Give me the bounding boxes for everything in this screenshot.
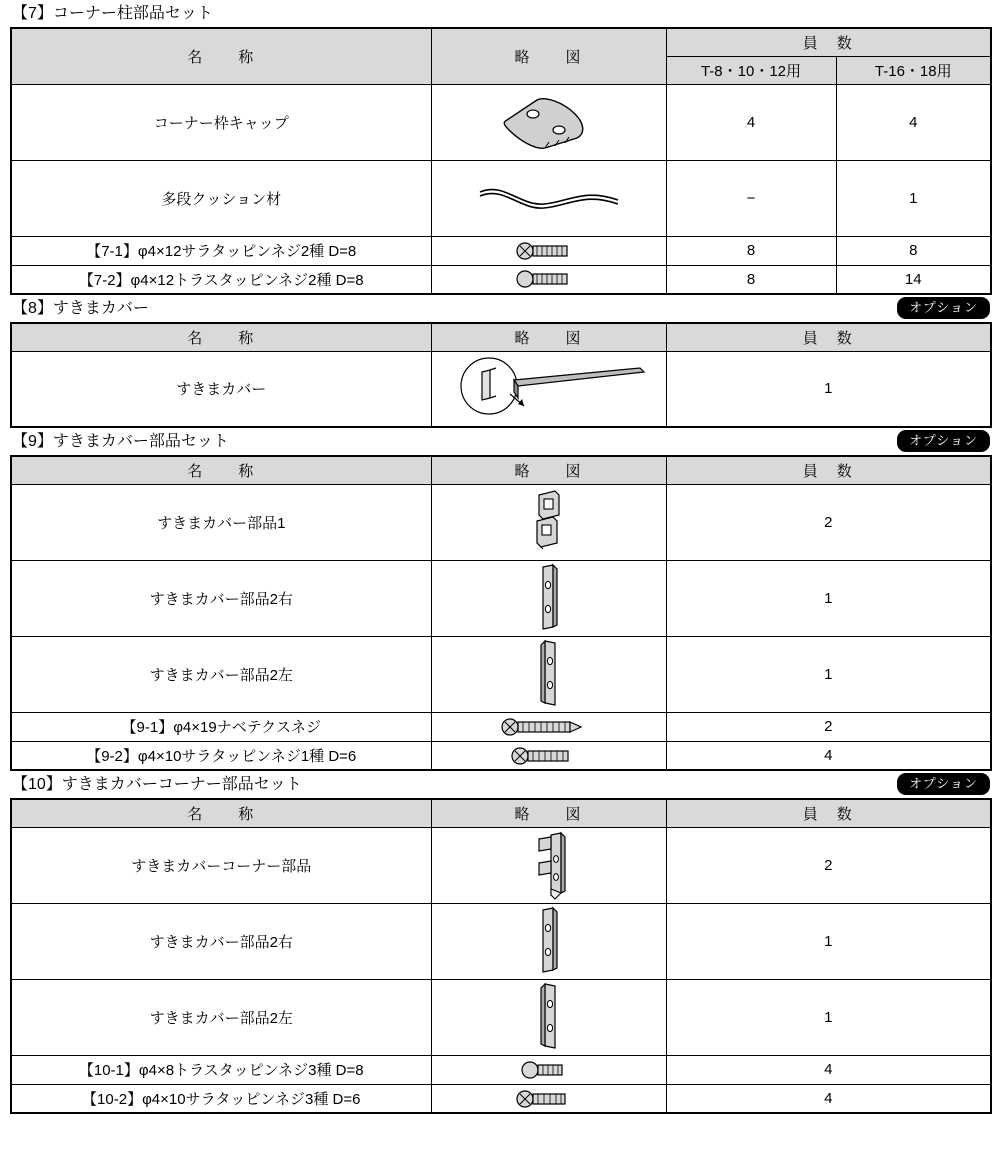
section-10-title: 【10】すきまカバーコーナー部品セット <box>12 776 302 794</box>
part-name: すきまカバー部品2右 <box>11 560 431 636</box>
flat-head-screw-icon <box>431 1084 666 1113</box>
pan-head-tex-screw-icon <box>431 712 666 741</box>
option-badge: オプション <box>897 430 990 452</box>
section-10 <box>10 771 990 1114</box>
table-header-row <box>11 28 991 57</box>
qty-value: 8 <box>666 236 836 265</box>
header-name: 名 称 <box>11 28 431 85</box>
qty-value: − <box>666 160 836 236</box>
gap-cover-corner-part-icon <box>431 827 666 903</box>
section-8-heading <box>10 295 990 322</box>
part-name: すきまカバー <box>11 351 431 427</box>
part-name: すきまカバーコーナー部品 <box>11 827 431 903</box>
table-row <box>11 712 991 741</box>
option-badge: オプション <box>897 773 990 795</box>
gap-cover-strip-icon <box>431 351 666 427</box>
gap-cover-part2-left-icon <box>431 636 666 712</box>
cushion-strip-icon <box>431 160 666 236</box>
qty-value: 2 <box>666 712 991 741</box>
part-name: 【7-2】φ4×12トラスタッピンネジ2種 D=8 <box>11 265 431 294</box>
qty-value: 8 <box>836 236 991 265</box>
part-name: 【9-2】φ4×10サラタッピンネジ1種 D=6 <box>11 741 431 770</box>
qty-value: 2 <box>666 827 991 903</box>
section-8 <box>10 295 990 428</box>
table-row <box>11 741 991 770</box>
header-figure: 略 図 <box>431 456 666 485</box>
section-10-heading <box>10 771 990 798</box>
part-name: コーナー枠キャップ <box>11 84 431 160</box>
part-name: 【9-1】φ4×19ナベテクスネジ <box>11 712 431 741</box>
table-row <box>11 1055 991 1084</box>
table-row <box>11 351 991 427</box>
qty-value: 8 <box>666 265 836 294</box>
table-row <box>11 1084 991 1113</box>
qty-value: 14 <box>836 265 991 294</box>
section-8-table <box>10 322 992 429</box>
section-7-heading <box>10 0 990 27</box>
part-name: すきまカバー部品2右 <box>11 903 431 979</box>
section-9-table <box>10 455 992 772</box>
qty-value: 1 <box>666 903 991 979</box>
table-row <box>11 84 991 160</box>
table-header-row <box>11 456 991 485</box>
qty-value: 1 <box>666 636 991 712</box>
header-qty: 員 数 <box>666 456 991 485</box>
header-name: 名 称 <box>11 456 431 485</box>
table-row <box>11 560 991 636</box>
qty-value: 4 <box>666 1084 991 1113</box>
table-row <box>11 903 991 979</box>
part-name: 多段クッション材 <box>11 160 431 236</box>
gap-cover-part2-right-icon <box>431 903 666 979</box>
flat-head-screw-icon <box>431 236 666 265</box>
qty-value: 4 <box>666 1055 991 1084</box>
truss-head-screw-icon <box>431 1055 666 1084</box>
part-name: すきまカバー部品2左 <box>11 636 431 712</box>
table-row <box>11 484 991 560</box>
header-figure: 略 図 <box>431 323 666 352</box>
table-row <box>11 265 991 294</box>
header-qty: 員 数 <box>666 28 991 57</box>
table-row <box>11 160 991 236</box>
part-name: 【10-2】φ4×10サラタッピンネジ3種 D=6 <box>11 1084 431 1113</box>
qty-value: 4 <box>666 84 836 160</box>
part-name: 【10-1】φ4×8トラスタッピンネジ3種 D=8 <box>11 1055 431 1084</box>
flat-head-screw-icon <box>431 741 666 770</box>
table-header-row <box>11 799 991 828</box>
header-figure: 略 図 <box>431 28 666 85</box>
table-row <box>11 636 991 712</box>
option-badge: オプション <box>897 297 990 319</box>
section-7-table <box>10 27 992 296</box>
qty-value: 4 <box>666 741 991 770</box>
qty-value: 1 <box>666 979 991 1055</box>
section-9-heading <box>10 428 990 455</box>
qty-value: 1 <box>836 160 991 236</box>
part-name: 【7-1】φ4×12サラタッピンネジ2種 D=8 <box>11 236 431 265</box>
header-figure: 略 図 <box>431 799 666 828</box>
header-name: 名 称 <box>11 799 431 828</box>
corner-cap-icon <box>431 84 666 160</box>
part-name: すきまカバー部品2左 <box>11 979 431 1055</box>
qty-value: 2 <box>666 484 991 560</box>
table-header-row <box>11 323 991 352</box>
header-qty-sub-2: T-16・18用 <box>836 56 991 84</box>
truss-head-screw-icon <box>431 265 666 294</box>
part-name: すきまカバー部品1 <box>11 484 431 560</box>
table-row <box>11 827 991 903</box>
table-row <box>11 236 991 265</box>
table-row <box>11 979 991 1055</box>
section-9 <box>10 428 990 771</box>
gap-cover-part1-icon <box>431 484 666 560</box>
section-7 <box>10 0 990 295</box>
gap-cover-part2-right-icon <box>431 560 666 636</box>
section-8-title: 【8】すきまカバー <box>12 300 149 318</box>
header-qty-sub-1: T-8・10・12用 <box>666 56 836 84</box>
section-10-table <box>10 798 992 1115</box>
header-qty: 員 数 <box>666 799 991 828</box>
qty-value: 1 <box>666 560 991 636</box>
qty-value: 1 <box>666 351 991 427</box>
gap-cover-part2-left-icon <box>431 979 666 1055</box>
header-qty: 員 数 <box>666 323 991 352</box>
section-7-title: 【7】コーナー柱部品セット <box>12 5 213 22</box>
section-9-title: 【9】すきまカバー部品セット <box>12 433 229 451</box>
header-name: 名 称 <box>11 323 431 352</box>
qty-value: 4 <box>836 84 991 160</box>
